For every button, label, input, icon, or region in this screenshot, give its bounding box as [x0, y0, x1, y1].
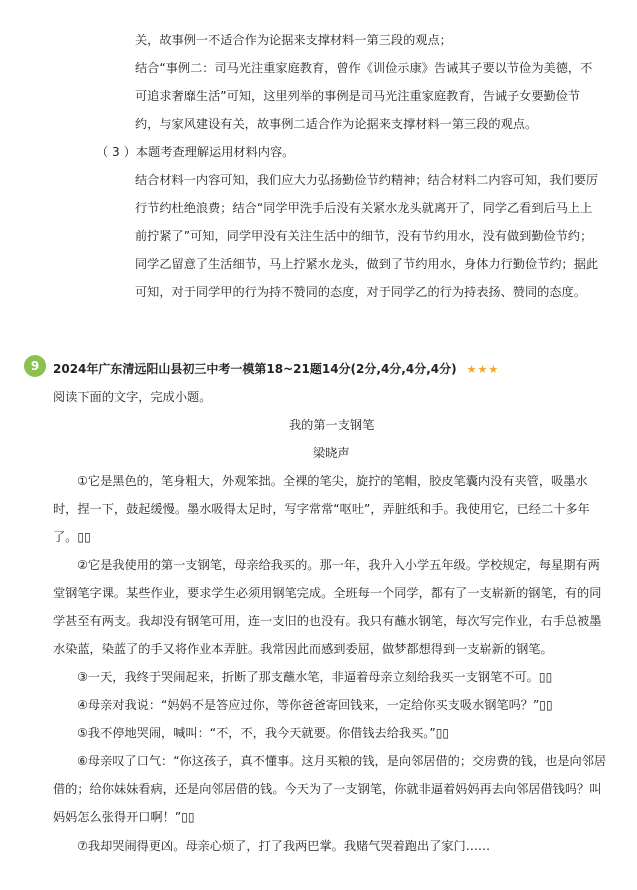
passage-line: 借的；给你妹妹看病，还是向邻居借的钱。今天为了一支钢笔，你就非逼着妈妈再去向邻居借钱吗？叫: [53, 782, 602, 796]
answer-subquestion-heading: （ 3 ）本题考查理解运用材料内容。: [96, 145, 295, 159]
question-instruction: 阅读下面的文字，完成小题。: [53, 390, 212, 404]
passage-line: ④母亲对我说：“妈妈不是答应过你，等你爸爸寄回钱来，一定给你买支吸水钢笔吗？”▯▯: [77, 698, 553, 712]
passage-line: 了。▯▯: [53, 530, 91, 544]
passage-line: ⑦我却哭闹得更凶。母亲心烦了，打了我两巴掌。我赌气哭着跑出了家门……: [77, 839, 491, 853]
passage-title: 我的第一支钢笔: [289, 418, 375, 432]
answer-line: 行节约杜绝浪费；结合“同学甲洗手后没有关紧水龙头就离开了，同学乙看到后马上上: [135, 201, 593, 215]
question-header: [53, 361, 499, 378]
question-source: 2024年广东清远阳山县初三中考一模第18~21题14分(2分,4分,4分,4分): [53, 362, 457, 376]
passage-line: ⑤我不停地哭闹，喊叫：“不，不，我今天就要。你借钱去给我买。”▯▯: [77, 726, 450, 740]
answer-line: 结合“事例二：司马光注重家庭教育，曾作《训俭示康》告诫其子要以节俭为美德，不: [135, 61, 593, 75]
difficulty-stars-icon: ★★★: [466, 363, 500, 376]
question-number-badge: 9: [24, 355, 46, 377]
answer-line: 约，与家风建设有关，故事例二适合作为论据来支撑材料一第三段的观点。: [135, 117, 538, 131]
answer-line: 前拧紧了”可知，同学甲没有关注生活中的细节，没有节约用水，没有做到勤俭节约；: [135, 229, 593, 243]
answer-line: 同学乙留意了生活细节，马上拧紧水龙头，做到了节约用水，身体力行勤俭节约；据此: [135, 257, 599, 271]
passage-line: ①它是黑色的，笔身粗大，外观笨拙。全裸的笔尖，旋拧的笔帽，胶皮笔囊内没有夹管，吸墨水: [77, 474, 588, 488]
passage-line: 水染蓝，染蓝了的手又将作业本弄脏。我常因此而感到委屈，做梦都想得到一支崭新的钢笔。: [53, 642, 553, 656]
passage-line: ⑥母亲叹了口气：“你这孩子，真不懂事。这月买粮的钱，是向邻居借的；交房费的钱，也是向邻居: [77, 754, 607, 768]
answer-line: 可知，对于同学甲的行为持不赞同的态度，对于同学乙的行为持表扬、赞同的态度。: [135, 285, 586, 299]
passage-line: ②它是我使用的第一支钢笔，母亲给我买的。那一年，我升入小学五年级。学校规定，每星期有两: [77, 558, 600, 572]
answer-line: 可追求奢靡生活”可知，这里列举的事例是司马光注重家庭教育，告诫子女要勤俭节: [135, 89, 581, 103]
passage-line: 时，捏一下，鼓起缓慢。墨水吸得太足时，写字常常“呕吐”，弄脏纸和手。我使用它，已经二十多年: [53, 502, 590, 516]
passage-line: ③一天，我终于哭闹起来，折断了那支蘸水笔，非逼着母亲立刻给我买一支钢笔不可。▯▯: [77, 670, 553, 684]
answer-line: 关，故事例一不适合作为论据来支撑材料一第三段的观点；: [135, 33, 452, 47]
passage-line: 堂钢笔字课。某些作业，要求学生必须用钢笔完成。全班每一个同学，都有了一支崭新的钢笔，有的同: [53, 586, 602, 600]
answer-line: 结合材料一内容可知，我们应大力弘扬勤俭节约精神；结合材料二内容可知，我们要厉: [135, 173, 599, 187]
passage-line: 学甚至有两支。我却没有钢笔可用，连一支旧的也没有。我只有蘸水钢笔，每次写完作业，右手总被墨: [53, 614, 602, 628]
passage-line: 妈妈怎么张得开口啊！”▯▯: [53, 810, 195, 824]
passage-author: 梁晓声: [313, 446, 350, 460]
